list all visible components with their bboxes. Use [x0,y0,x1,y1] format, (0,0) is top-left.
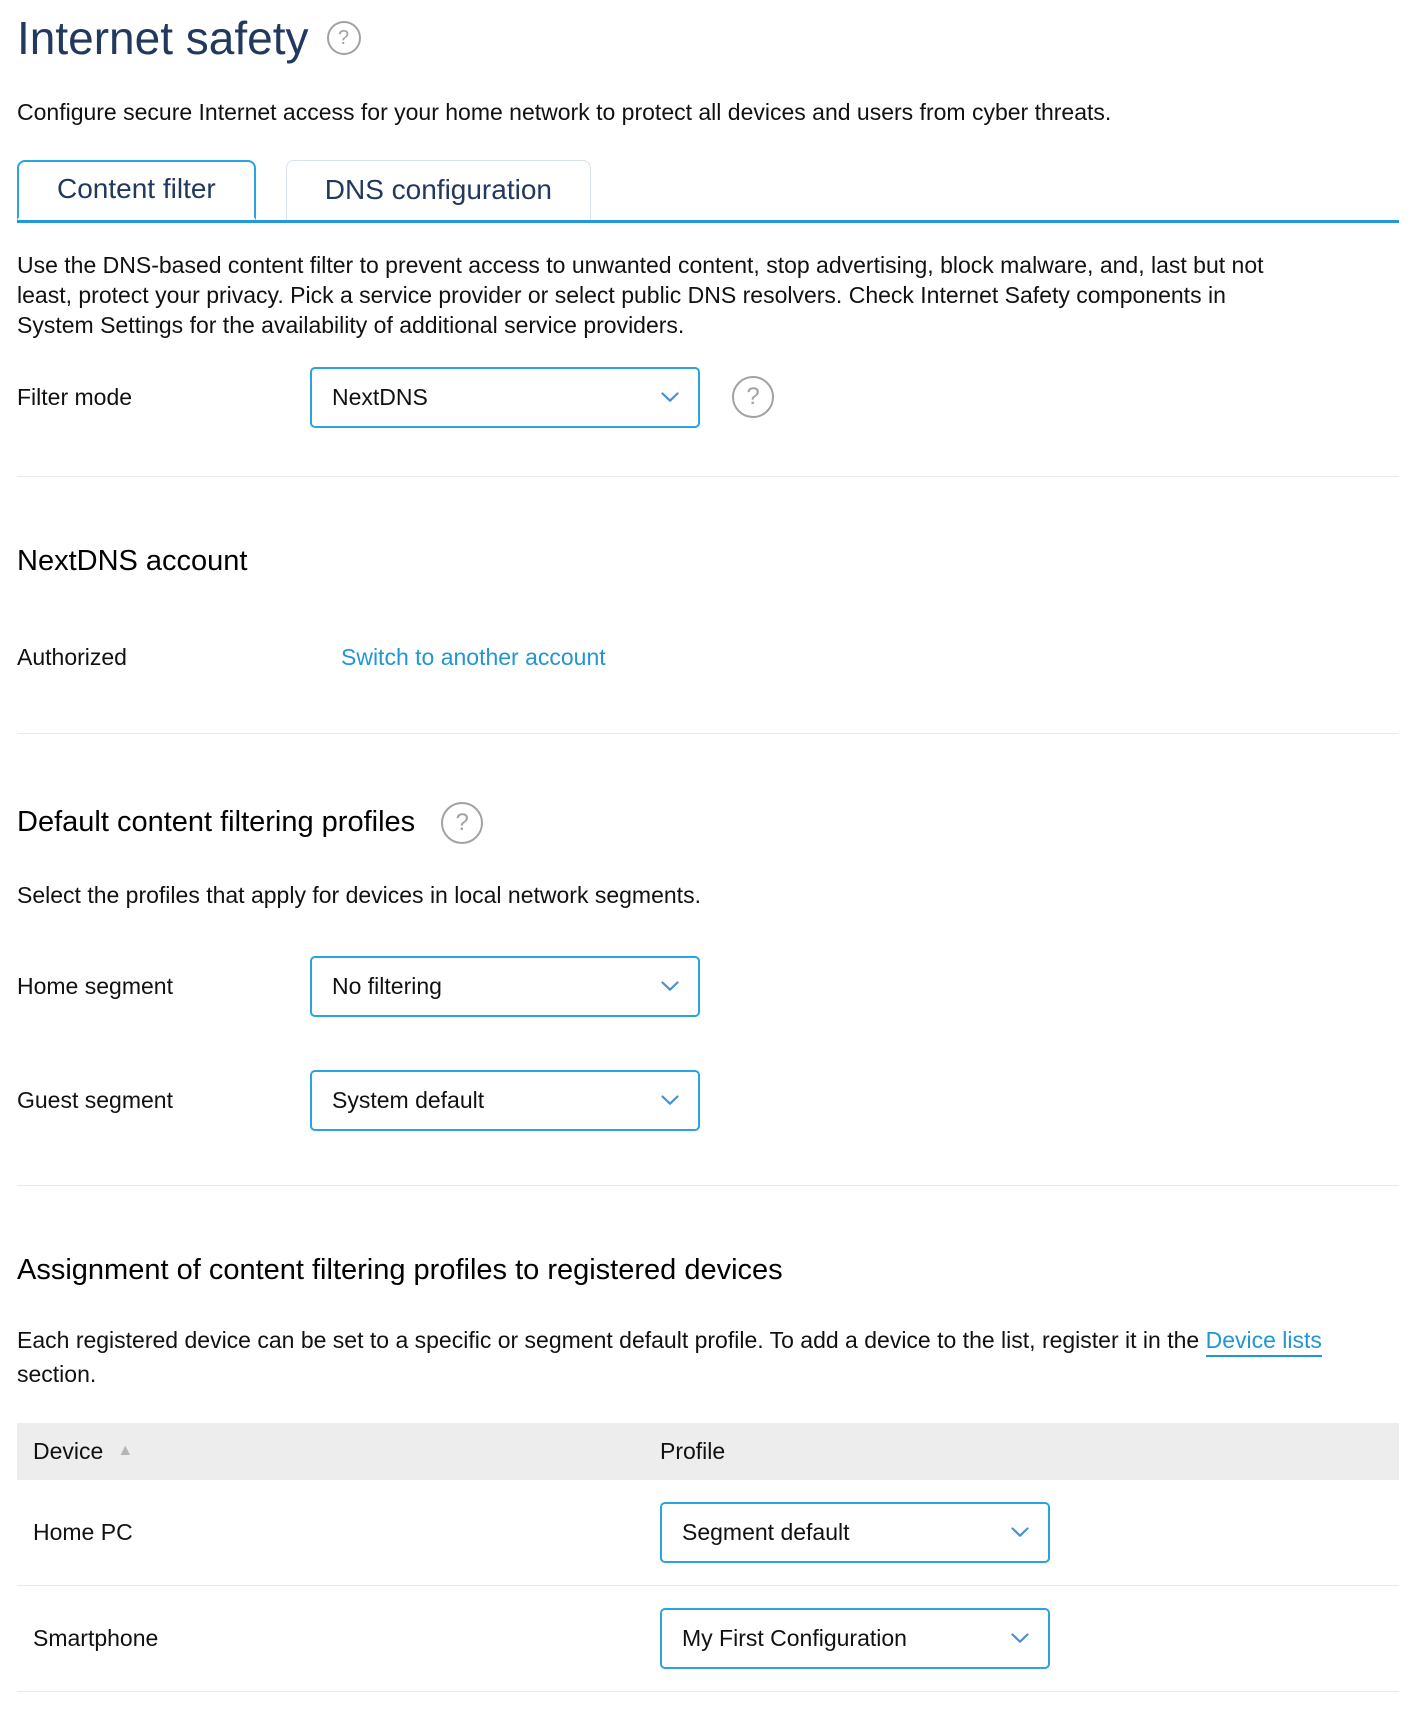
device-name: Smartphone [33,1624,159,1651]
chevron-down-icon [1011,1527,1029,1538]
tab-bar [17,160,1399,223]
tab-label: Content filter [57,173,216,205]
tab-content-filter[interactable] [17,160,256,220]
authorized-status-label: Authorized [17,643,127,670]
page-help-icon[interactable] [327,21,361,55]
filter-mode-help-icon[interactable] [732,376,774,418]
chevron-down-icon [661,392,679,403]
nextdns-account-section-header [17,545,1399,578]
guest-segment-value: System default [332,1086,485,1113]
assignment-section-header [17,1254,1399,1287]
guest-segment-label: Guest segment [17,1086,173,1113]
assignment-heading: Assignment of content filtering profiles to registered devices [17,1253,783,1286]
nextdns-account-heading: NextDNS account [17,544,248,577]
profile-select-smartphone[interactable] [660,1608,1050,1669]
profile-value: My First Configuration [682,1624,907,1651]
section-divider [17,1185,1399,1186]
default-profiles-help-icon[interactable] [441,802,483,844]
nextdns-account-row [17,644,1399,671]
filter-mode-value: NextDNS [332,383,428,410]
home-segment-label: Home segment [17,972,173,999]
guest-segment-row [17,1070,1399,1131]
page-header [17,12,1399,65]
section-divider [17,476,1399,477]
home-segment-row [17,956,1399,1017]
home-segment-select[interactable] [310,956,700,1017]
filter-mode-select[interactable] [310,367,700,428]
content-filter-description: Use the DNS-based content filter to prevent access to unwanted content, stop advertising, block malware, and, last but not least, protect your privacy. Pick a service provider or select public DNS resolvers. Check Internet Safety components in System Settings for the availability of additional service providers. [17,251,1264,338]
default-profiles-section-header [17,802,1399,844]
chevron-down-icon [1011,1633,1029,1644]
guest-segment-select[interactable] [310,1070,700,1131]
page-title: Internet safety [17,12,309,64]
home-segment-value: No filtering [332,972,442,999]
device-header-label: Device [33,1437,104,1464]
help-glyph: ? [455,808,469,836]
internet-safety-page [0,12,1416,1722]
table-row [17,1480,1399,1586]
assignment-description-prefix: Each registered device can be set to a specific or segment default profile. To add a device to the list, register it in the [17,1326,1206,1353]
chevron-down-icon [661,981,679,992]
assignment-description-suffix: section. [17,1360,97,1387]
switch-account-link[interactable]: Switch to another account [341,643,606,670]
profile-column-header: Profile [660,1437,726,1464]
tab-dns-configuration[interactable] [286,160,591,220]
default-profiles-description: Select the profiles that apply for devices in local network segments. [17,881,701,908]
device-lists-link[interactable]: Device lists [1206,1327,1322,1357]
sort-asc-icon: ▲ [117,1442,134,1460]
device-name: Home PC [33,1518,133,1545]
chevron-down-icon [661,1095,679,1106]
device-column-header[interactable] [33,1438,660,1465]
profile-value: Segment default [682,1518,850,1545]
table-row [17,1586,1399,1692]
help-glyph: ? [337,26,350,49]
assignment-description [17,1323,1347,1391]
filter-mode-row [17,367,1399,428]
table-header [17,1423,1399,1480]
tab-label: DNS configuration [324,174,552,206]
help-glyph: ? [746,383,760,411]
page-subtitle: Configure secure Internet access for your home network to protect all devices and users from cyber threats. [17,98,1112,125]
filter-mode-label: Filter mode [17,383,133,410]
default-profiles-heading: Default content filtering profiles [17,806,416,839]
device-table [17,1423,1399,1692]
profile-select-home-pc[interactable] [660,1502,1050,1563]
section-divider [17,733,1399,734]
